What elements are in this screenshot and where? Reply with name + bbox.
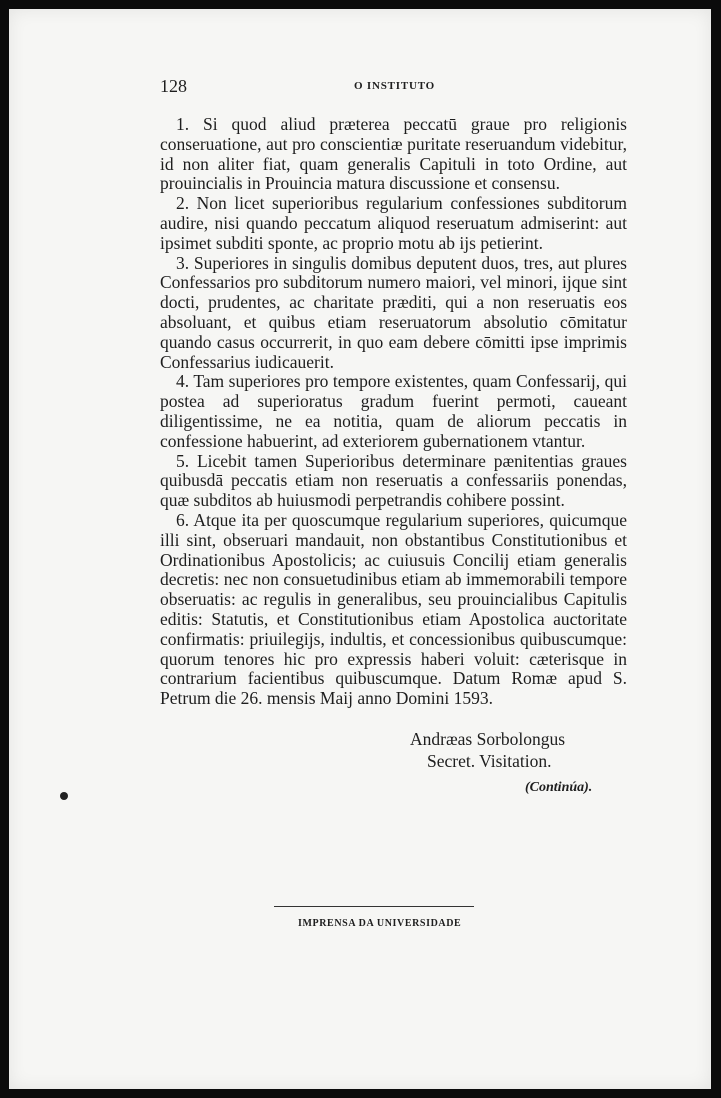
paragraph-5: 5. Licebit tamen Superioribus determinare pænitentias graues quibusdā peccatis etiam non reseruatis a confessariis ponendas, quæ subditos ab huiusmodi perpetrandis cohibere possint. xyxy=(160,450,627,511)
page-header xyxy=(160,76,580,100)
continuation-note: (Continúa). xyxy=(525,780,593,795)
margin-dot-mark xyxy=(60,792,68,800)
signature-name: Andræas Sorbolongus xyxy=(410,729,566,749)
page-number: 128 xyxy=(160,76,187,96)
signature-title: Secret. Visitation. xyxy=(427,751,552,771)
paragraph-3: 3. Superiores in singulis domibus deputent duos, tres, aut plures Confessarios pro subditorum numero maiori, vel minori, ijque sint docti, prudentes, ac charitate præditi, qui a non reseruatis eos absoluant, et quibus etiam reseruatorum absolutio cōmitatur quando casus occurrerit, in quo eam debere cōmitti ipse imprimis Confessarius iudicauerit. xyxy=(160,252,627,372)
running-head: O INSTITUTO xyxy=(354,80,436,92)
paragraph-2: 2. Non licet superioribus regularium confessiones subditorum audire, nisi quando peccatum aliquod reseruatum admiserint: aut ipsimet subditi sponte, ac proprio motu ab ijs petierint. xyxy=(160,193,627,253)
body-text xyxy=(160,115,627,709)
paragraph-4: 4. Tam superiores pro tempore existentes, quam Confessarij, qui postea ad superioratus gradum fuerint permoti, caueant diligentissime, ne ea notitia, quam de aliorum peccatis in confessione habuerint, ad exteriorem gubernationem vtantur. xyxy=(160,371,627,451)
paragraph-6: 6. Atque ita per quoscumque regularium superiores, quicumque illi sint, obseruari mandauit, non obstantibus Constitutionibus et Ordinationibus Apostolicis; ac cuiusuis Concilij etiam generalis decretis: nec non consuetudinibus etiam ab immemorabili tempore obseruatis: ac regulis in generalibus, seu prouincialibus Capitulis editis: Statutis, et Constitutionibus etiam Apostolica auctoritate confirmatis: priuilegijs, indultis, et concessionibus quibuscumque: quorum tenores hic pro expressis haberi voluit: cæterisque in contrarium facientibus quibuscumque. Datum Romæ apud S. Petrum die 26. mensis Maij anno Domini 1593. xyxy=(160,509,627,709)
signature-block xyxy=(410,728,630,772)
footer-rule xyxy=(274,906,474,907)
paragraph-1: 1. Si quod aliud præterea peccatū graue pro religionis conseruatione, aut pro conscientiæ puritate reseruandum videbitur, id non aliter fiat, quam generalis Capituli in toto Ordine, aut prouincialis in Prouincia matura discussione et consensu. xyxy=(160,114,627,194)
imprint-line: IMPRENSA DA UNIVERSIDADE xyxy=(298,918,462,929)
